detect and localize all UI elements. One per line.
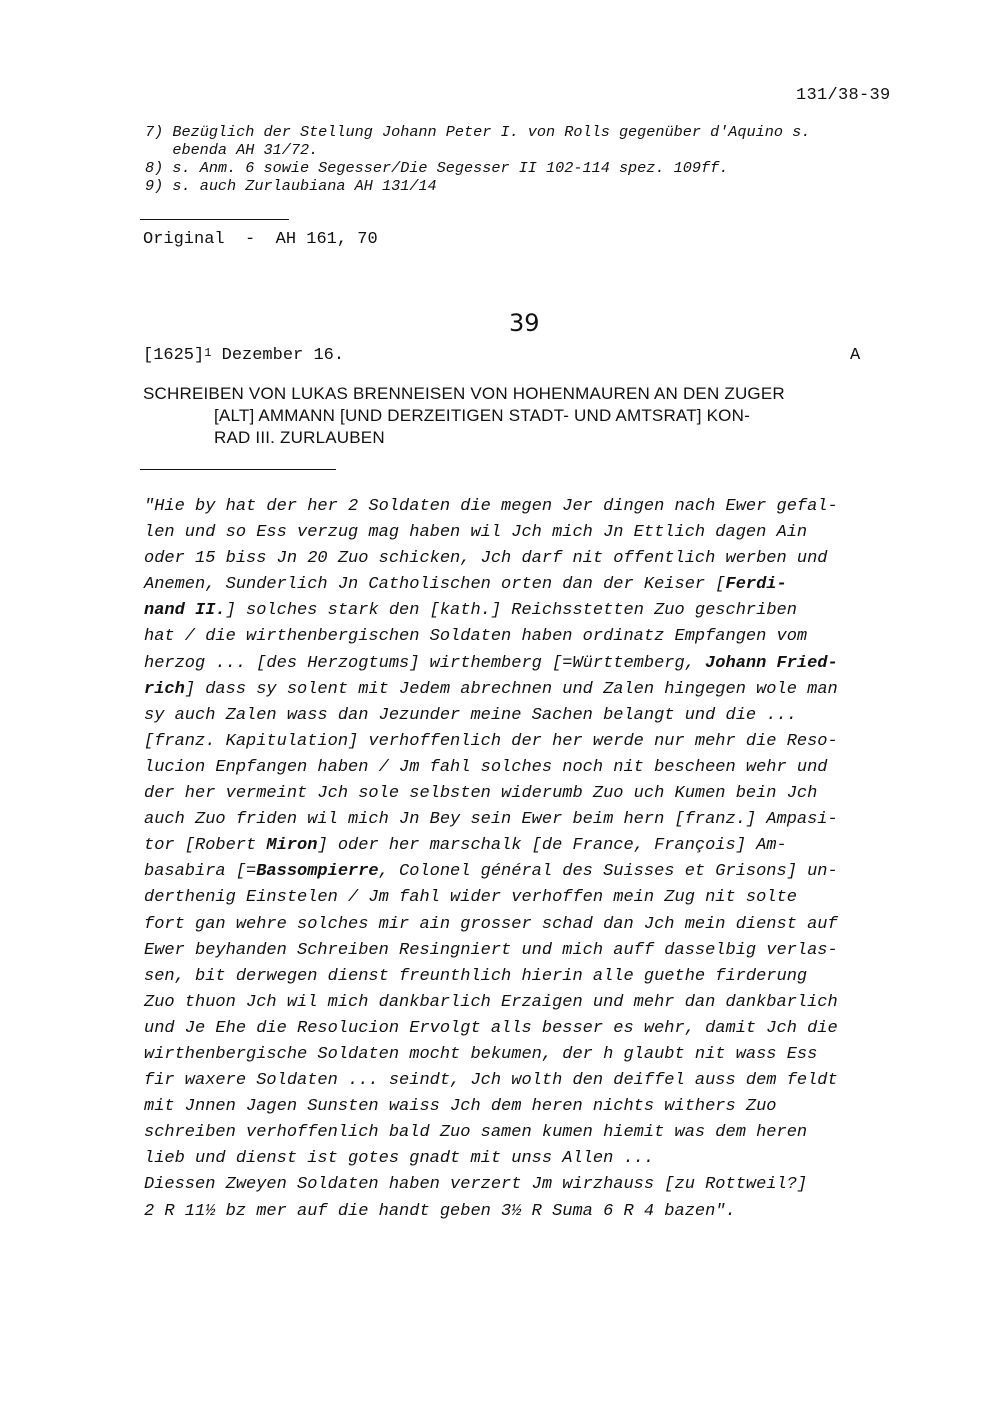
text-line: lieb und dienst ist gotes gnadt mit unss Allen ... <box>144 1149 655 1169</box>
source-ref: AH 161, 70 <box>275 230 378 249</box>
date-day: Dezember 16. <box>211 346 345 365</box>
footnote-divider <box>140 219 289 220</box>
text-line: sen, bit derwegen dienst freunthlich hierin alle guethe firderung <box>144 966 808 986</box>
person-name: Miron <box>266 836 318 856</box>
text-line: lucion Enpfangen haben / Jm fahl solches noch nit bescheen wehr und <box>144 757 828 777</box>
text-segment: basabira [= <box>144 862 257 882</box>
document-title-line: SCHREIBEN VON LUKAS BRENNEISEN VON HOHENMAUREN AN DEN ZUGER <box>143 384 785 403</box>
text-line: derthenig Einstelen / Jm fahl wider verhoffen mein Zug nit solte <box>144 888 797 908</box>
text-segment: ] dass sy solent mit Jedem abrechnen und Zalen hingegen wole man <box>184 679 838 699</box>
text-line: wirthenbergische Soldaten mocht bekumen, der h glaubt nit wass Ess <box>144 1044 818 1064</box>
source-dash: - <box>245 230 256 249</box>
text-line: und Je Ehe die Resolucion Ervolgt alls besser es wehr, damit Jch die <box>144 1018 838 1038</box>
footnote-ref: 1 <box>204 346 212 360</box>
person-name: Ferdi- <box>725 575 787 595</box>
title-divider <box>140 469 336 470</box>
footnote-7-continuation <box>145 141 318 159</box>
person-name: rich <box>144 679 185 699</box>
text-line: [franz. Kapitulation] verhoffenlich der her werde nur mehr die Reso- <box>144 731 838 751</box>
text-line: Zuo thuon Jch wil mich dankbarlich Erzaigen und mehr dan dankbarlich <box>144 992 838 1012</box>
text-segment: tor [Robert <box>144 836 267 856</box>
footnote-number: 9) <box>145 177 164 195</box>
text-line: fort gan wehre solches mir ain grosser schad dan Jch mein dienst auf <box>144 914 838 934</box>
letter-transcription <box>144 494 924 1225</box>
footnote-text: Bezüglich der Stellung Johann Peter I. von Rolls gegenüber d'Aquino s. <box>172 123 811 141</box>
text-line <box>144 833 924 859</box>
text-line: len und so Ess verzug mag haben wil Jch mich Jn Ettlich dagen Ain <box>144 523 808 543</box>
text-line: fir waxere Soldaten ... seindt, Jch wolth den deiffel auss dem feldt <box>144 1071 838 1091</box>
text-line: Ewer beyhanden Schreiben Resingniert und mich auff dasselbig verlas- <box>144 940 838 960</box>
text-segment: ] solches stark den [kath.] Reichsstetten Zuo geschriben <box>225 601 797 621</box>
footnote-8 <box>145 159 728 177</box>
text-line: schreiben verhoffenlich bald Zuo samen kumen hiemit was dem heren <box>144 1123 808 1143</box>
text-line <box>144 572 924 598</box>
document-number: 39 <box>509 309 540 337</box>
footnote-text: ebenda AH 31/72. <box>172 141 319 159</box>
text-line <box>144 651 924 677</box>
text-line <box>144 677 924 703</box>
text-line: sy auch Zalen wass dan Jezunder meine Sachen belangt und die ... <box>144 705 797 725</box>
person-name: Bassompierre <box>256 862 379 882</box>
page-number: 131/38-39 <box>796 86 891 105</box>
text-line: 2 R 11½ bz mer auf die handt geben 3½ R Suma 6 R 4 bazen". <box>144 1201 736 1221</box>
source-reference <box>143 230 378 249</box>
text-segment: , Colonel général des Suisses et Grisons] un- <box>378 862 838 882</box>
footnote-text: s. auch Zurlaubiana AH 131/14 <box>172 177 437 195</box>
document-title-line: RAD III. ZURLAUBEN <box>214 428 385 447</box>
document-title-line: [ALT] AMMANN [UND DERZEITIGEN STADT- UND AMTSRAT] KON- <box>214 406 750 425</box>
text-line: Diessen Zweyen Soldaten haben verzert Jm wirzhauss [zu Rottweil?] <box>144 1175 808 1195</box>
text-line <box>144 598 924 624</box>
text-line: mit Jnnen Jagen Sunsten waiss Jch dem heren nichts withers Zuo <box>144 1097 777 1117</box>
footnote-9 <box>145 177 437 195</box>
footnote-number: 8) <box>145 159 164 177</box>
text-line: der her vermeint Jch sole selbsten widerumb Zuo uch Kumen bein Jch <box>144 784 818 804</box>
document-letter: A <box>850 346 861 365</box>
text-segment: herzog ... [des Herzogtums] wirthemberg [=Württemberg, <box>144 653 706 673</box>
footnote-7 <box>145 123 810 141</box>
text-line: hat / die wirthenbergischen Soldaten haben ordinatz Empfangen vom <box>144 627 808 647</box>
text-line: oder 15 biss Jn 20 Zuo schicken, Jch darf nit offentlich werben und <box>144 549 828 569</box>
text-line: "Hie by hat der her 2 Soldaten die megen Jer dingen nach Ewer gefal- <box>144 497 838 516</box>
text-line: auch Zuo friden wil mich Jn Bey sein Ewer beim hern [franz.] Ampasi- <box>144 810 838 830</box>
text-line <box>144 859 924 885</box>
text-segment: Anemen, Sunderlich Jn Catholischen orten dan der Keiser [ <box>144 575 726 595</box>
source-label: Original <box>143 230 225 249</box>
date-year: [1625] <box>143 346 205 365</box>
footnote-number: 7) <box>145 123 164 141</box>
person-name: nand II. <box>144 601 226 621</box>
footnote-text: s. Anm. 6 sowie Segesser/Die Segesser II 102-114 spez. 109ff. <box>172 159 729 177</box>
person-name: Johann Fried- <box>705 653 838 673</box>
text-segment: ] oder her marschalk [de France, François] Am- <box>317 836 787 856</box>
document-date <box>143 346 344 365</box>
